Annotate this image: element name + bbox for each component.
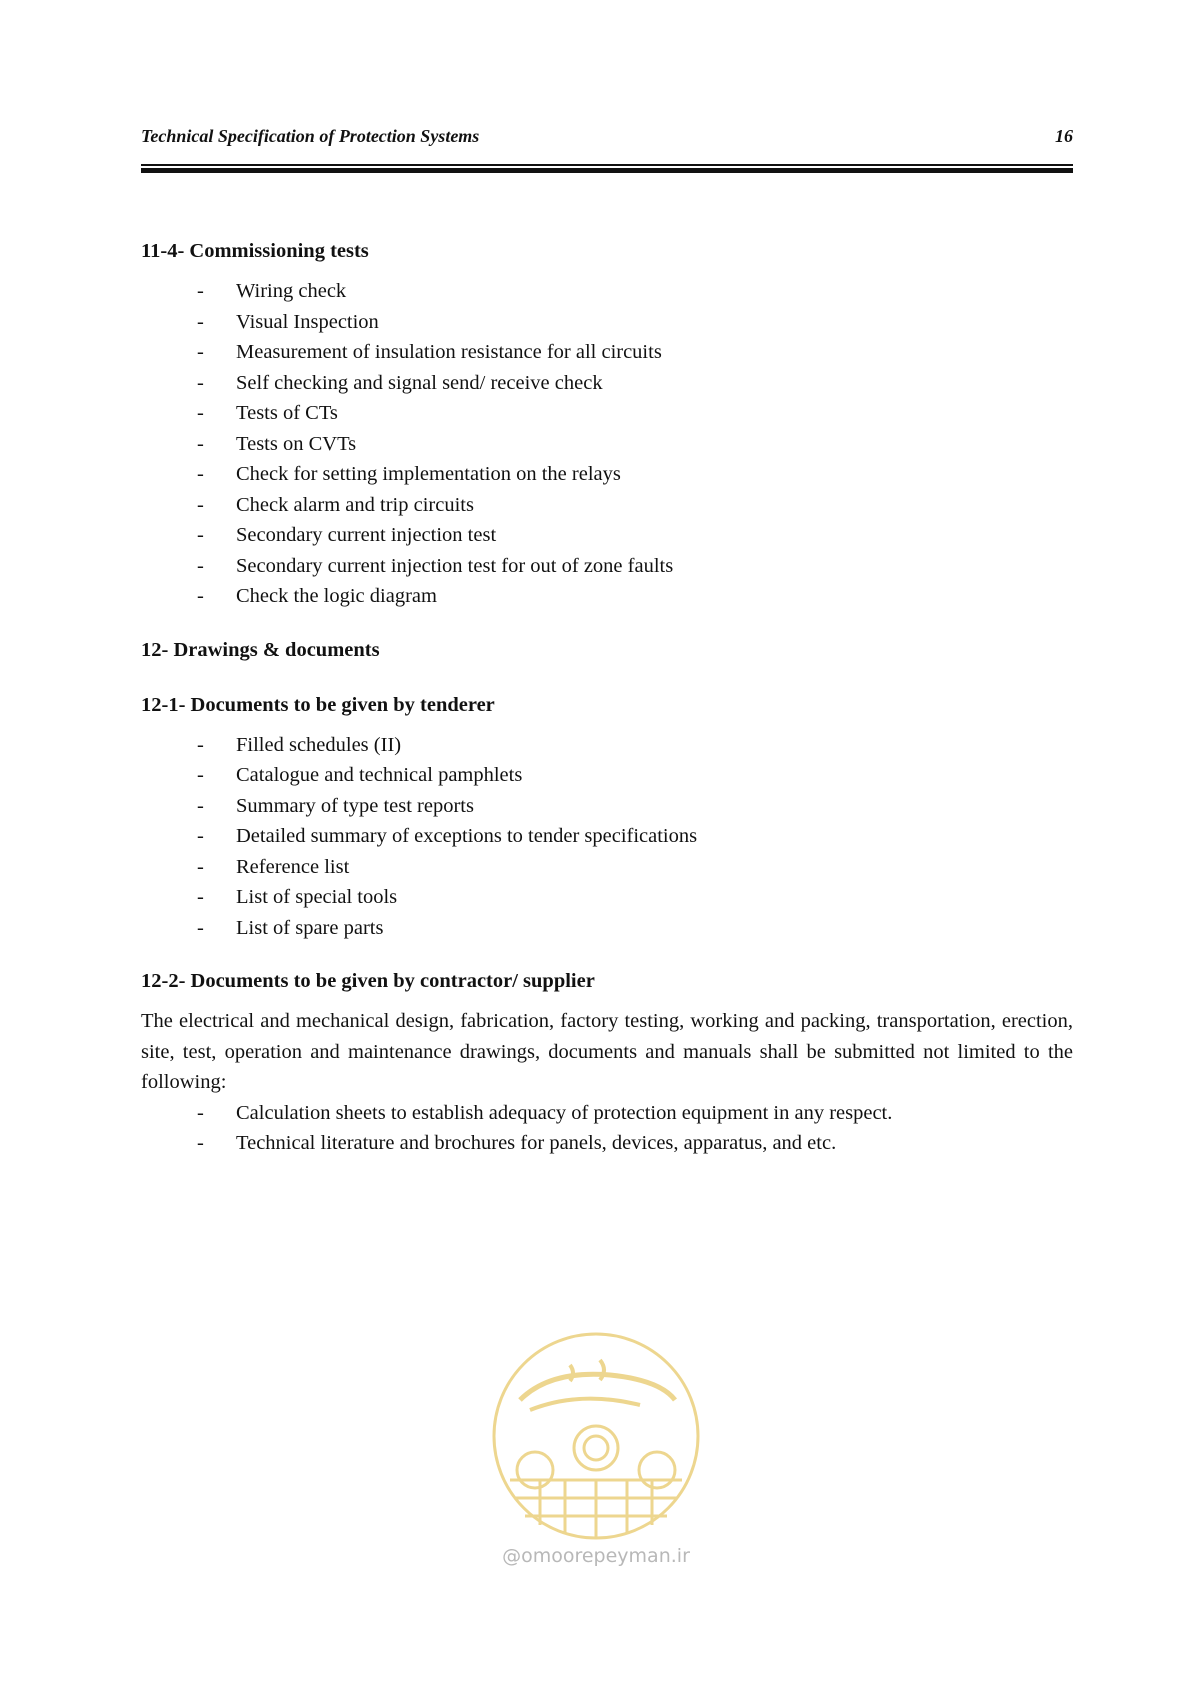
- list-item: - Self checking and signal send/ receive check: [197, 371, 603, 394]
- list-item: - Technical literature and brochures for panels, devices, apparatus, and etc.: [197, 1132, 837, 1154]
- list-item: - Summary of type test reports: [197, 794, 474, 817]
- contractor-documents-list: [141, 1098, 1073, 1159]
- list-item: - Filled schedules (II): [197, 733, 402, 756]
- document-title: Technical Specification of Protection Systems: [141, 126, 480, 146]
- watermark-text: @omoorepeyman.ir: [502, 1545, 690, 1567]
- header-rule-thin: [141, 164, 1073, 166]
- list-item: - Detailed summary of exceptions to tender specifications: [197, 825, 698, 847]
- list-item: - Secondary current injection test: [197, 524, 497, 546]
- list-item: - Visual Inspection: [197, 310, 379, 333]
- watermark-logo: [490, 1330, 702, 1542]
- list-item: - Check the logic diagram: [197, 585, 437, 607]
- list-item: - Tests on CVTs: [197, 432, 357, 455]
- section-12-heading: 12- Drawings & documents: [141, 638, 380, 661]
- page-content: [141, 236, 1073, 1159]
- page-header: [141, 126, 1073, 156]
- list-item: - Reference list: [197, 855, 350, 878]
- list-item: - Catalogue and technical pamphlets: [197, 764, 523, 786]
- list-item: - Check alarm and trip circuits: [197, 493, 474, 516]
- section-12-2-paragraph: The electrical and mechanical design, fabrication, factory testing, working and packing, transportation, erection, site, test, operation and maintenance drawings, documents and manuals shall be submitted not limited to the following:: [141, 1010, 1073, 1093]
- list-item: - List of spare parts: [197, 916, 384, 939]
- list-item: - Tests of CTs: [197, 402, 338, 424]
- list-item: - Measurement of insulation resistance for all circuits: [197, 341, 662, 363]
- tenderer-documents-list: [141, 730, 1073, 944]
- list-item: - Wiring check: [197, 280, 347, 302]
- commissioning-tests-list: [141, 276, 1073, 612]
- section-11-4-heading: 11-4- Commissioning tests: [141, 240, 369, 262]
- section-12-2-heading: 12-2- Documents to be given by contractor/ supplier: [141, 970, 595, 992]
- header-rule-thick: [141, 168, 1073, 173]
- list-item: - Secondary current injection test for out of zone faults: [197, 554, 674, 577]
- list-item: - Calculation sheets to establish adequacy of protection equipment in any respect.: [197, 1101, 893, 1124]
- list-item: - Check for setting implementation on the relays: [197, 463, 621, 485]
- page-number: 16: [1055, 126, 1073, 146]
- seal-icon: [490, 1330, 702, 1542]
- list-item: - List of special tools: [197, 886, 398, 908]
- section-12-1-heading: 12-1- Documents to be given by tenderer: [141, 693, 495, 716]
